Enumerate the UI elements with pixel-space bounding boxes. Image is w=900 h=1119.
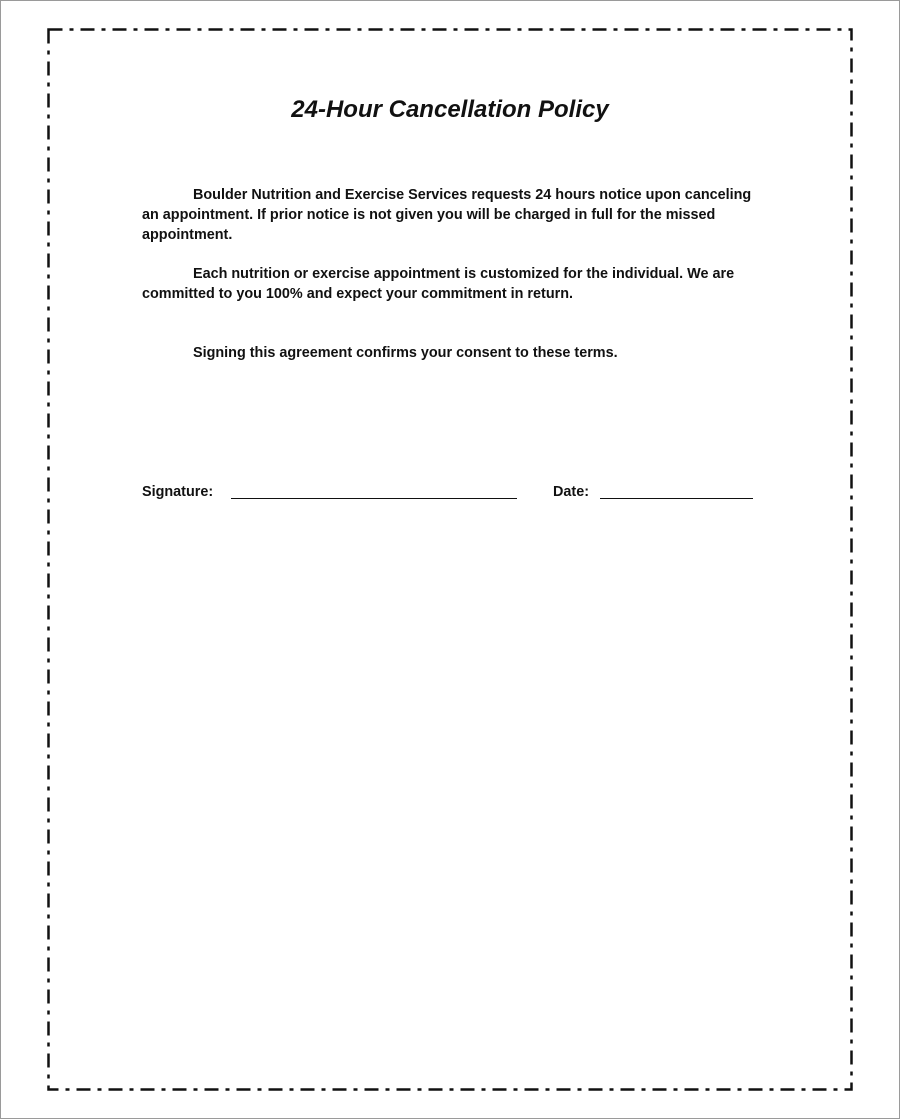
paragraph-consent: Signing this agreement confirms your consent to these terms. <box>193 345 618 361</box>
paragraph-commitment: Each nutrition or exercise appointment is customized for the individual. We are committed to you 100% and expect your commitment in return. <box>142 266 735 302</box>
signature-line[interactable] <box>231 498 517 499</box>
document-title: 24-Hour Cancellation Policy <box>291 96 609 123</box>
date-line[interactable] <box>600 498 753 499</box>
signature-label: Signature: <box>142 484 214 500</box>
paragraph-notice: Boulder Nutrition and Exercise Services requests 24 hours notice upon canceling an appointment. If prior notice is not given you will be charged in full for the missed appointment. <box>142 187 752 243</box>
date-label: Date: <box>553 484 589 500</box>
